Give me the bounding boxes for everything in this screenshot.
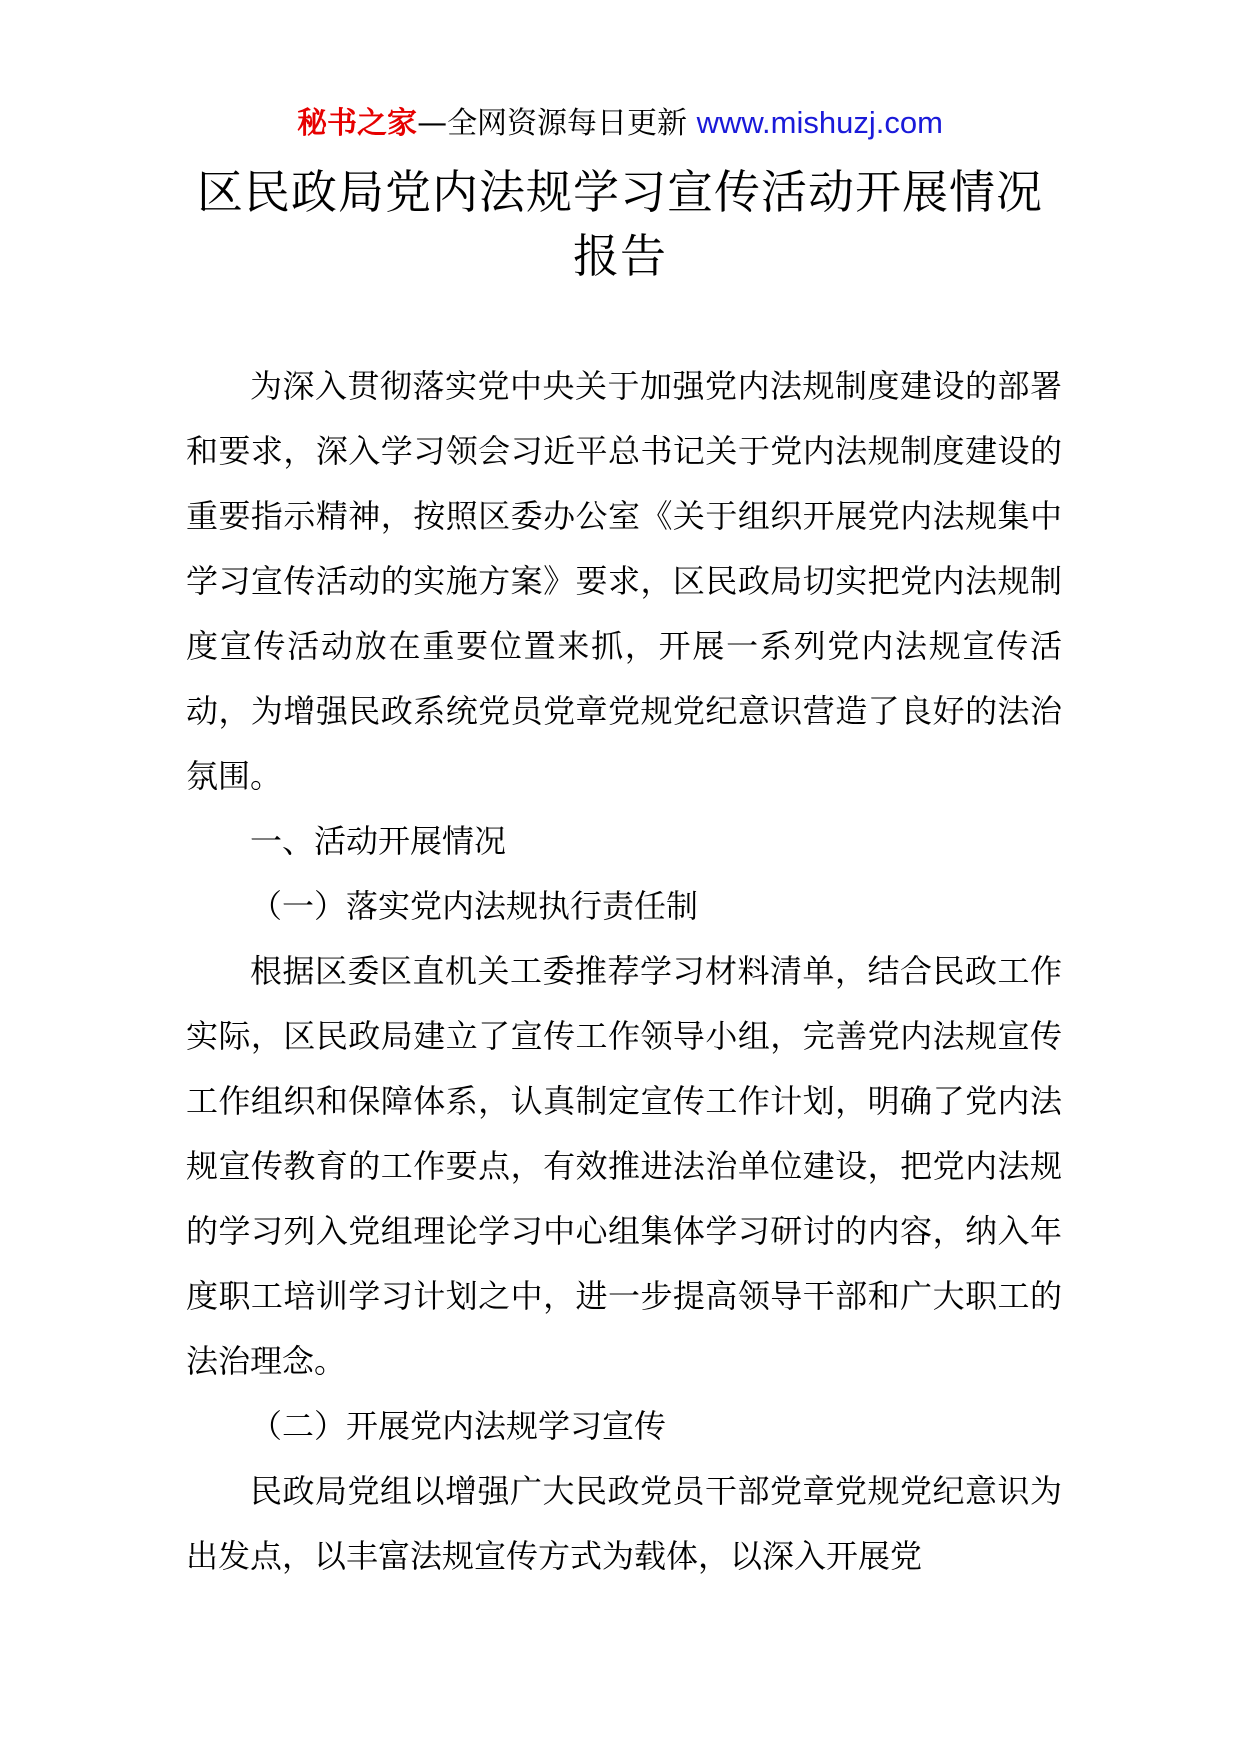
site-header bbox=[0, 103, 1240, 144]
document-body bbox=[186, 354, 1062, 1589]
document-title bbox=[150, 160, 1090, 288]
subsection-heading-1: （一）落实党内法规执行责任制 bbox=[250, 887, 699, 925]
header-tagline: —全网资源每日更新 bbox=[417, 106, 697, 141]
subsection-heading-2: （二）开展党内法规学习宣传 bbox=[250, 1407, 667, 1445]
site-url-link[interactable]: www.mishuzj.com bbox=[696, 105, 943, 140]
intro-paragraph: 为深入贯彻落实党中央关于加强党内法规制度建设的部署和要求，深入学习领会习近平总书记关于党内法规制度建设的重要指示精神，按照区委办公室《关于组织开展党内法规集中学习宣传活动的实施方案》要求，区民政局切实把党内法规制度宣传活动放在重要位置来抓，开展一系列党内法规宣传活动，为增强民政系统党员党章党规党纪意识营造了良好的法治氛围。 bbox=[186, 367, 1062, 795]
brand-name: 秘书之家 bbox=[297, 106, 418, 141]
section-heading-1: 一、活动开展情况 bbox=[250, 822, 507, 860]
title-line-2: 报告 bbox=[573, 229, 667, 283]
body-paragraph-1: 根据区委区直机关工委推荐学习材料清单，结合民政工作实际，区民政局建立了宣传工作领导小组，完善党内法规宣传工作组织和保障体系，认真制定宣传工作计划，明确了党内法规宣传教育的工作要点，有效推进法治单位建设，把党内法规的学习列入党组理论学习中心组集体学习研讨的内容，纳入年度职工培训学习计划之中，进一步提高领导干部和广大职工的法治理念。 bbox=[186, 952, 1062, 1380]
title-line-1: 区民政局党内法规学习宣传活动开展情况 bbox=[197, 165, 1043, 219]
body-paragraph-2: 民政局党组以增强广大民政党员干部党章党规党纪意识为出发点，以丰富法规宣传方式为载体，以深入开展党 bbox=[186, 1472, 1062, 1575]
